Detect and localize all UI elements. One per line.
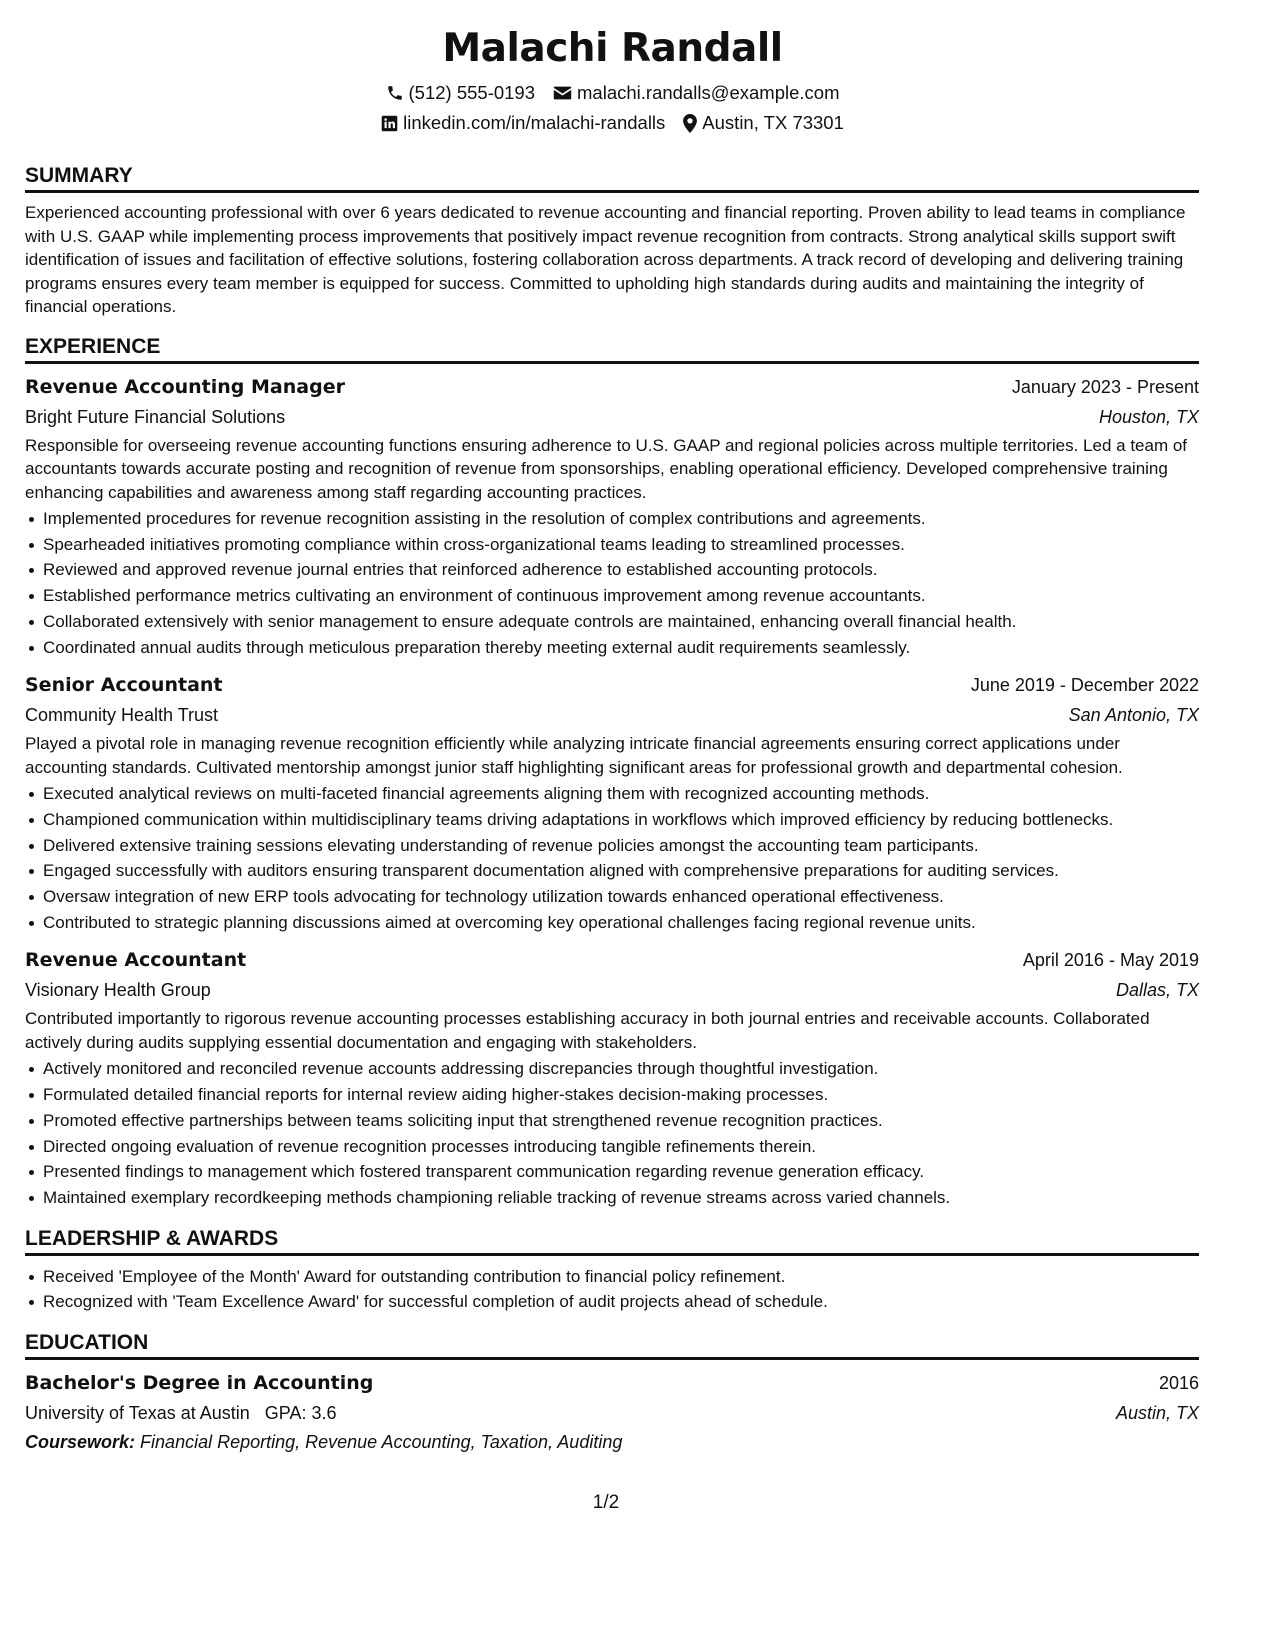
list-item: Actively monitored and reconciled revenue accounts addressing discrepancies through thoughtful investigation. <box>25 1056 1199 1082</box>
job-company-row <box>25 975 1199 1005</box>
summary-text: Experienced accounting professional with over 6 years dedicated to revenue accounting and financial reporting. Proven ability to lead teams in compliance with U.S. GAAP while implementing process improvements that positively impact revenue recognition from contracts. Strong analytical skills support swift identification of issues and facilitation of effective solutions, fostering collaboration across departments. A track record of developing and delivering training programs ensures every team member is equipped for success. Committed to upholding high standards during audits and maintaining the integrity of financial operations. <box>25 203 1186 316</box>
school-location: Austin, TX <box>1115 1403 1199 1424</box>
contact-line-1 <box>25 82 1200 104</box>
job-location: Dallas, TX <box>1115 980 1199 1001</box>
section-title: SUMMARY <box>25 162 1199 193</box>
list-item: Presented findings to management which fostered transparent communication regarding revenue generation efficacy. <box>25 1159 1199 1185</box>
list-item: Received 'Employee of the Month' Award for outstanding contribution to financial policy refinement. <box>25 1264 1199 1290</box>
job-location: Houston, TX <box>1098 406 1199 427</box>
list-item: Contributed to strategic planning discussions aimed at overcoming key operational challenges facing regional revenue units. <box>25 910 1199 936</box>
job-title: Senior Accountant <box>25 674 223 697</box>
job-bullets <box>25 1056 1199 1210</box>
job-dates: June 2019 - December 2022 <box>970 675 1199 696</box>
awards-section <box>25 1225 1199 1315</box>
job-header-row <box>25 670 1199 700</box>
job-header-row <box>25 372 1199 402</box>
resume-body <box>25 162 1199 1471</box>
linkedin-contact[interactable] <box>381 112 665 134</box>
resume-header <box>25 0 1200 134</box>
section-title: EDUCATION <box>25 1329 1199 1360</box>
job-bullets <box>25 506 1199 660</box>
page-number: 1/2 <box>592 1492 620 1513</box>
list-item: Spearheaded initiatives promoting compliance within cross-organizational teams leading to streamlined processes. <box>25 532 1199 558</box>
job-company: Visionary Health Group <box>25 980 211 1001</box>
list-item: Promoted effective partnerships between teams soliciting input that strengthened revenue recognition practices. <box>25 1108 1199 1134</box>
list-item: Implemented procedures for revenue recognition assisting in the resolution of complex contributions and agreements. <box>25 506 1199 532</box>
job-bullets <box>25 781 1199 935</box>
coursework-list: Financial Reporting, Revenue Accounting, Taxation, Auditing <box>140 1432 623 1453</box>
job-header-row <box>25 945 1199 975</box>
phone-icon <box>386 84 404 102</box>
location-contact <box>683 112 844 134</box>
list-item: Formulated detailed financial reports for internal review aiding higher-stakes decision-making processes. <box>25 1082 1199 1108</box>
list-item: Established performance metrics cultivating an environment of continuous improvement among revenue accountants. <box>25 583 1199 609</box>
degree-title: Bachelor's Degree in Accounting <box>25 1372 374 1395</box>
job-entry <box>25 945 1199 1210</box>
job-company: Community Health Trust <box>25 705 219 726</box>
list-item: Collaborated extensively with senior management to ensure adequate controls are maintained, enhancing overall financial health. <box>25 609 1199 635</box>
job-company-row <box>25 402 1199 432</box>
job-company: Bright Future Financial Solutions <box>25 406 286 427</box>
linkedin-icon <box>381 115 398 132</box>
list-item: Directed ongoing evaluation of revenue recognition processes introducing tangible refinements therein. <box>25 1134 1199 1160</box>
awards-list <box>25 1264 1199 1315</box>
envelope-icon <box>553 85 572 101</box>
job-dates: April 2016 - May 2019 <box>1022 950 1199 971</box>
job-company-row <box>25 700 1199 730</box>
list-item: Recognized with 'Team Excellence Award' for successful completion of audit projects ahead of schedule. <box>25 1289 1199 1315</box>
phone-text: (512) 555-0193 <box>408 82 536 103</box>
section-title: LEADERSHIP & AWARDS <box>25 1225 1199 1256</box>
job-title: Revenue Accounting Manager <box>25 375 345 398</box>
job-description: Played a pivotal role in managing revenue recognition efficiently while analyzing intricate financial agreements ensuring correct applications under accounting standards. Cultivated mentorship amongst junior staff highlighting significant areas for professional growth and departmental cohesion. <box>25 734 1123 777</box>
job-entry <box>25 670 1199 935</box>
school-name: University of Texas at Austin <box>25 1403 250 1424</box>
list-item: Championed communication within multidisciplinary teams driving adaptations in workflows which improved efficiency by reducing bottlenecks. <box>25 807 1199 833</box>
graduation-year: 2016 <box>1158 1373 1199 1394</box>
contact-line-2 <box>25 112 1200 134</box>
list-item: Coordinated annual audits through meticulous preparation thereby meeting external audit requirements seamlessly. <box>25 635 1199 661</box>
school-line <box>25 1399 337 1428</box>
section-title: EXPERIENCE <box>25 333 1199 364</box>
list-item: Maintained exemplary recordkeeping methods championing reliable tracking of revenue streams across varied channels. <box>25 1185 1199 1211</box>
location-text: Austin, TX 73301 <box>702 112 844 133</box>
map-pin-icon <box>683 114 697 133</box>
list-item: Delivered extensive training sessions elevating understanding of revenue policies amongst the accounting team participants. <box>25 833 1199 859</box>
job-title: Revenue Accountant <box>25 949 247 972</box>
gpa: GPA: 3.6 <box>264 1403 337 1424</box>
candidate-name: Malachi Randall <box>442 26 783 71</box>
list-item: Oversaw integration of new ERP tools advocating for technology utilization towards enhanced operational effectiveness. <box>25 884 1199 910</box>
list-item: Reviewed and approved revenue journal entries that reinforced adherence to established accounting protocols. <box>25 557 1199 583</box>
education-section <box>25 1329 1199 1457</box>
email-text[interactable]: malachi.randalls@example.com <box>577 82 840 103</box>
coursework-line <box>25 1428 1199 1457</box>
experience-section <box>25 333 1199 1211</box>
job-entry <box>25 372 1199 661</box>
job-description: Responsible for overseeing revenue accounting functions ensuring adherence to U.S. GAAP and regional policies across multiple territories. Led a team of accountants towards accurate posting and recognition of revenue from sponsorships, enabling operational efficiency. Developed comprehensive training enhancing capabilities and awareness among staff regarding accounting practices. <box>25 435 1188 502</box>
list-item: Executed analytical reviews on multi-faceted financial agreements aligning them with recognized accounting methods. <box>25 781 1199 807</box>
job-location: San Antonio, TX <box>1068 705 1199 726</box>
linkedin-text[interactable]: linkedin.com/in/malachi-randalls <box>403 112 666 133</box>
summary-section <box>25 162 1199 319</box>
phone-contact <box>386 82 536 104</box>
education-school-row <box>25 1398 1199 1428</box>
job-description: Contributed importantly to rigorous revenue accounting processes establishing accuracy in both journal entries and receivable accounts. Collaborated actively during audits supplying essential documentation and engaging with stakeholders. <box>25 1009 1150 1052</box>
job-dates: January 2023 - Present <box>1011 376 1199 397</box>
email-contact[interactable] <box>553 82 839 104</box>
coursework-label: Coursework: <box>25 1432 136 1453</box>
list-item: Engaged successfully with auditors ensuring transparent documentation aligned with comprehensive preparations for auditing services. <box>25 858 1199 884</box>
education-header-row <box>25 1368 1199 1398</box>
